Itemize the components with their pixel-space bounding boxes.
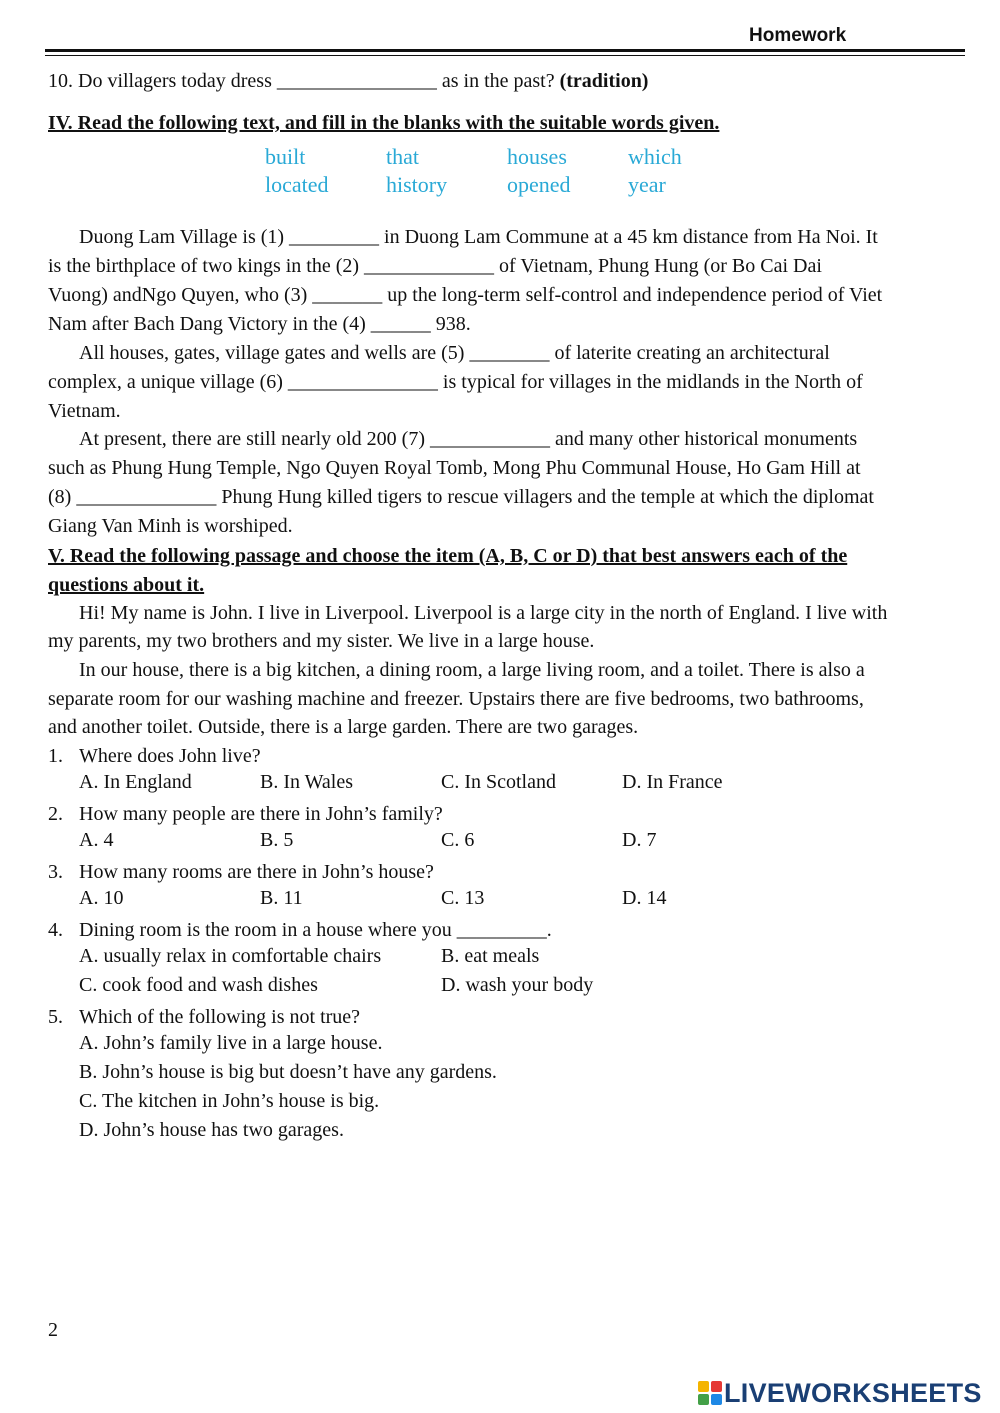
question-text: Where does John live?	[79, 745, 261, 767]
question-number: 4.	[48, 919, 63, 941]
word-bank-item: year	[628, 172, 666, 197]
question-10-text: 10. Do villagers today dress ________________ as in the past?	[48, 70, 560, 92]
passage-line: All houses, gates, village gates and wells are (5) ________ of laterite creating an architectural	[79, 342, 830, 364]
header-rule-thin	[45, 55, 965, 56]
question-text: How many people are there in John’s family?	[79, 803, 443, 825]
option-a: A. 4	[79, 829, 114, 851]
option-c: C. 6	[441, 829, 475, 851]
passage-line: Nam after Bach Dang Victory in the (4) ______ 938.	[48, 313, 471, 335]
word-bank-item: located	[265, 172, 329, 197]
option-d: D. wash your body	[441, 974, 594, 996]
option-b: B. eat meals	[441, 945, 540, 967]
word-bank-item: built	[265, 144, 306, 169]
reading-line: separate room for our washing machine and freezer. Upstairs there are five bedrooms, two bathrooms,	[48, 688, 864, 710]
option-b: B. In Wales	[260, 771, 354, 793]
word-bank-item: that	[386, 144, 419, 169]
passage-line: At present, there are still nearly old 200 (7) ____________ and many other historical monuments	[79, 428, 858, 450]
page-number: 2	[48, 1319, 58, 1341]
section-5-heading-line-2: questions about it.	[48, 574, 205, 596]
question-number: 5.	[48, 1006, 63, 1028]
option-c: C. 13	[441, 887, 485, 909]
section-4-heading: IV. Read the following text, and fill in the blanks with the suitable words given.	[48, 112, 720, 134]
option-c: C. cook food and wash dishes	[79, 974, 318, 996]
option-d: D. 7	[622, 829, 657, 851]
header-title: Homework	[749, 25, 847, 46]
word-bank-item: history	[386, 172, 448, 197]
passage-line: (8) ______________ Phung Hung killed tigers to rescue villagers and the temple at which the diplomat	[48, 486, 874, 508]
word-bank-item: houses	[507, 144, 567, 169]
option-d: D. John’s house has two garages.	[79, 1119, 344, 1141]
option-a: A. John’s family live in a large house.	[79, 1032, 383, 1054]
question-2	[48, 800, 963, 829]
passage-line: Giang Van Minh is worshiped.	[48, 515, 293, 537]
question-4	[48, 916, 963, 945]
word-bank-item: which	[628, 144, 682, 169]
question-3	[48, 858, 963, 887]
question-number: 1.	[48, 745, 63, 767]
question-text: Which of the following is not true?	[79, 1006, 361, 1028]
question-text: How many rooms are there in John’s house?	[79, 861, 434, 883]
option-a: A. In England	[79, 771, 192, 793]
question-number: 3.	[48, 861, 63, 883]
reading-line: and another toilet. Outside, there is a large garden. There are two garages.	[48, 716, 639, 738]
passage-line: complex, a unique village (6) _______________ is typical for villages in the midlands in the North of	[48, 371, 863, 393]
header-rule-thick	[45, 49, 965, 52]
option-b: B. 11	[260, 887, 303, 909]
reading-line: In our house, there is a big kitchen, a dining room, a large living room, and a toilet. There is also a	[79, 659, 865, 681]
question-5	[48, 1003, 963, 1032]
option-a: A. 10	[79, 887, 124, 909]
question-1	[48, 742, 963, 771]
option-d: D. In France	[622, 771, 723, 793]
passage-line: Duong Lam Village is (1) _________ in Duong Lam Commune at a 45 km distance from Ha Noi. It	[79, 226, 878, 248]
word-bank-item: opened	[507, 172, 571, 197]
option-c: C. The kitchen in John’s house is big.	[79, 1090, 380, 1112]
reading-line: Hi! My name is John. I live in Liverpool. Liverpool is a large city in the north of England. I live with	[79, 602, 888, 624]
question-10	[48, 70, 648, 93]
liveworksheets-logo	[698, 1379, 982, 1407]
question-10-hint: (tradition)	[559, 70, 649, 92]
liveworksheets-logo-text: LIVEWORKSHEETS	[724, 1377, 982, 1408]
reading-line: my parents, my two brothers and my sister. We live in a large house.	[48, 630, 595, 652]
liveworksheets-logo-icon	[698, 1381, 722, 1405]
passage-line: Vuong) andNgo Quyen, who (3) _______ up the long-term self-control and independence period of Viet	[48, 284, 883, 306]
passage-line: Vietnam.	[48, 400, 121, 422]
option-d: D. 14	[622, 887, 667, 909]
option-b: B. John’s house is big but doesn’t have any gardens.	[79, 1061, 497, 1083]
passage-line: such as Phung Hung Temple, Ngo Quyen Royal Tomb, Mong Phu Communal House, Ho Gam Hill at	[48, 457, 861, 479]
passage-line: is the birthplace of two kings in the (2) _____________ of Vietnam, Phung Hung (or Bo Cai Dai	[48, 255, 822, 277]
option-c: C. In Scotland	[441, 771, 556, 793]
question-text: Dining room is the room in a house where you _________.	[79, 919, 552, 941]
question-number: 2.	[48, 803, 63, 825]
section-5-heading-line-1: V. Read the following passage and choose the item (A, B, C or D) that best answers each of the	[48, 545, 848, 567]
option-b: B. 5	[260, 829, 294, 851]
option-a: A. usually relax in comfortable chairs	[79, 945, 382, 967]
